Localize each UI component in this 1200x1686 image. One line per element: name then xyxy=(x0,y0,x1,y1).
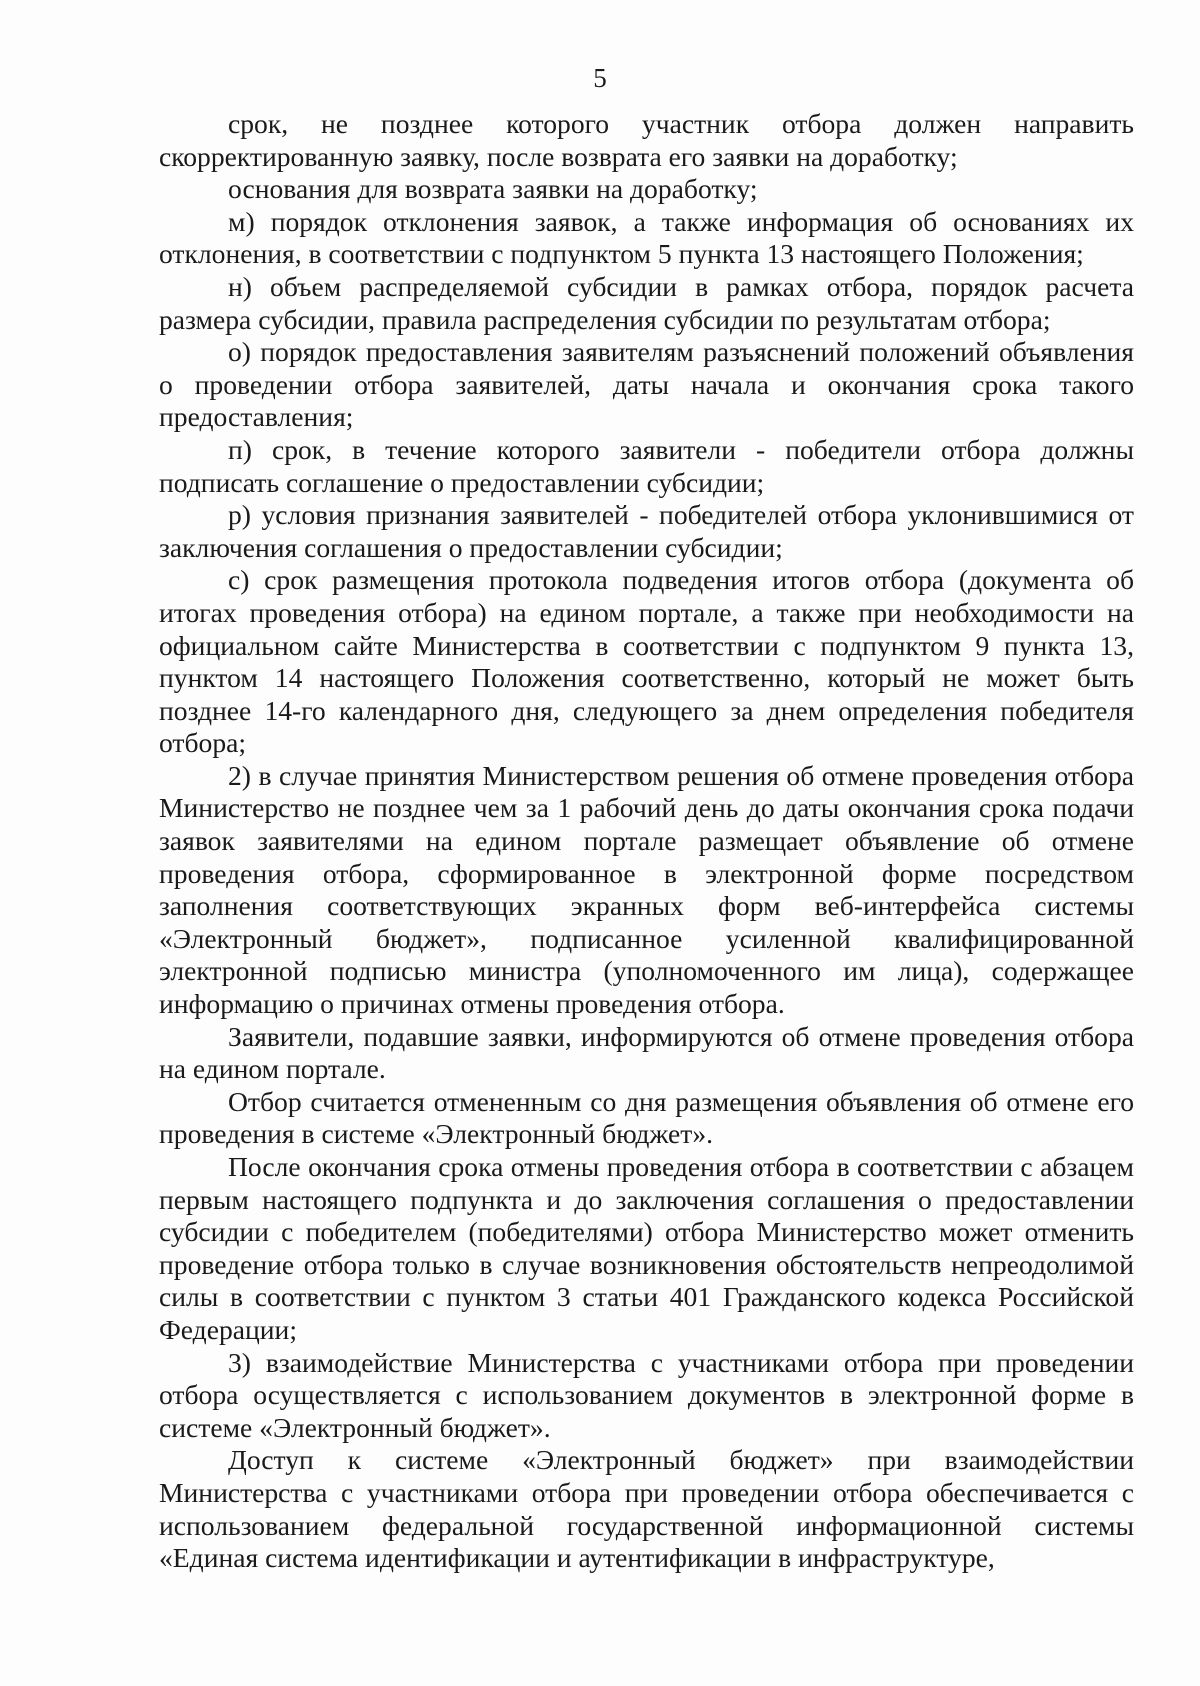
paragraph: п) срок, в течение которого заявители - победители отбора должны подписать соглашение о предоставлении субсидии; xyxy=(159,433,1134,498)
paragraph: Доступ к системе «Электронный бюджет» при взаимодействии Министерства с участниками отбора при проведении отбора обеспечивается с использованием федеральной государственной информационной системы «Единая система идентификации и аутентификации в инфраструктуре, xyxy=(159,1444,1134,1574)
page-number: 5 xyxy=(593,63,607,93)
paragraph: м) порядок отклонения заявок, а также информация об основаниях их отклонения, в соответствии с подпунктом 5 пункта 13 настоящего Положения; xyxy=(159,205,1134,270)
paragraph: срок, не позднее которого участник отбора должен направить скорректированную заявку, после возврата его заявки на доработку; xyxy=(159,108,1134,172)
paragraph: основания для возврата заявки на доработку; xyxy=(228,173,758,205)
document-body xyxy=(159,108,1134,1575)
paragraph: 3) взаимодействие Министерства с участниками отбора при проведении отбора осуществляется с использованием документов в электронной форме в системе «Электронный бюджет». xyxy=(159,1346,1134,1443)
paragraph: Заявители, подавшие заявки, информируются об отмене проведения отбора на едином портале. xyxy=(159,1020,1134,1085)
paragraph: р) условия признания заявителей - победителей отбора уклонившимися от заключения соглашения о предоставлении субсидии; xyxy=(159,499,1134,563)
paragraph: о) порядок предоставления заявителям разъяснений положений объявления о проведении отбора заявителей, даты начала и окончания срока такого предоставления; xyxy=(159,336,1134,433)
paragraph: 2) в случае принятия Министерством решения об отмене проведения отбора Министерство не позднее чем за 1 рабочий день до даты окончания срока подачи заявок заявителями на едином портале размещает объявление об отмене проведения отбора, сформированное в электронной форме посредством заполнения соответствующих экранных форм веб-интерфейса системы «Электронный бюджет», подписанное усиленной квалифицированной электронной подписью министра (уполномоченного им лица), содержащее информацию о причинах отмены проведения отбора. xyxy=(159,759,1134,1020)
paragraph: Отбор считается отмененным со дня размещения объявления об отмене его проведения в системе «Электронный бюджет». xyxy=(159,1085,1134,1150)
paragraph: с) срок размещения протокола подведения итогов отбора (документа об итогах проведения отбора) на едином портале, а также при необходимости на официальном сайте Министерства в соответствии с подпунктом 9 пункта 13, пунктом 14 настоящего Положения соответственно, который не может быть позднее 14-го календарного дня, следующего за днем определения победителя отбора; xyxy=(159,564,1134,759)
paragraph: н) объем распределяемой субсидии в рамках отбора, порядок расчета размера субсидии, правила распределения субсидии по результатам отбора; xyxy=(159,270,1134,335)
paragraph: После окончания срока отмены проведения отбора в соответствии с абзацем первым настоящего подпункта и до заключения соглашения о предоставлении субсидии с победителем (победителями) отбора Министерство может отменить проведение отбора только в случае возникновения обстоятельств непреодолимой силы в соответствии с пунктом 3 статьи 401 Гражданского кодекса Российской Федерации; xyxy=(159,1151,1134,1345)
